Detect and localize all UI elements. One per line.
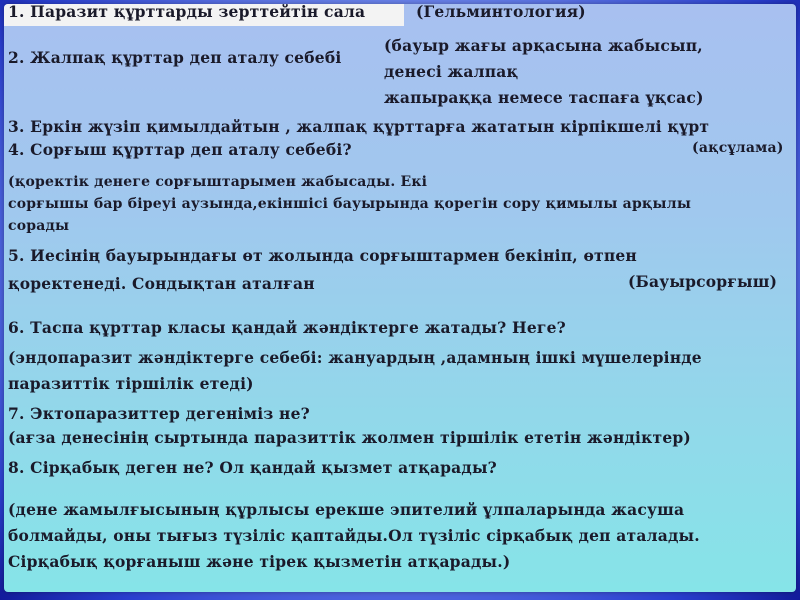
answer-8-line-3: Сірқабық қорғаныш және тірек қызметін атқарады.) — [8, 552, 511, 571]
question-5-line-1: 5. Иесінің бауырындағы өт жолында сорғыштармен бекініп, өтпен — [8, 246, 637, 265]
answer-6-line-1: (эндопаразит жәндіктерге себебі: жануардың ,адамның ішкі мүшелерінде — [8, 348, 702, 367]
question-6: 6. Таспа құрттар класы қандай жәндіктерге жатады? Неге? — [8, 318, 566, 337]
question-7: 7. Эктопаразиттер дегеніміз не? — [8, 404, 310, 423]
answer-3: (ақсұлама) — [692, 140, 784, 156]
answer-7: (ағза денесінің сыртында паразиттік жолмен тіршілік ететін жәндіктер) — [8, 428, 691, 447]
answer-2-line-2: денесі жалпақ — [384, 62, 519, 81]
answer-1: (Гельминтология) — [416, 4, 586, 21]
answer-8-line-2: болмайды, оны тығыз түзіліс қаптайды.Ол түзіліс сірқабық деп аталады. — [8, 526, 700, 545]
answer-2-line-3: жапыраққа немесе таспаға ұқсас) — [384, 88, 704, 107]
answer-2-line-1: (бауыр жағы арқасына жабысып, — [384, 36, 703, 55]
answer-6-line-2: паразиттік тіршілік етеді) — [8, 374, 254, 393]
question-5-line-2: қоректенеді. Сондықтан аталған — [8, 274, 315, 293]
question-2: 2. Жалпақ құрттар деп аталу себебі — [8, 48, 342, 67]
answer-8-line-1: (дене жамылғысының құрлысы ерекше эпителий ұлпаларында жасуша — [8, 500, 685, 519]
slide — [4, 4, 796, 592]
question-1: 1. Паразит құрттарды зерттейтін сала — [8, 4, 366, 21]
question-3: 3. Еркін жүзіп қимылдайтын , жалпақ құрттарға жататын кірпікшелі құрт — [8, 117, 710, 136]
question-8: 8. Сірқабық деген не? Ол қандай қызмет атқарады? — [8, 458, 497, 477]
answer-4-line-2: сорғышы бар біреуі аузында,екіншісі бауырында қорегін сору қимылы арқылы — [8, 196, 692, 212]
question-4: 4. Сорғыш құрттар деп аталу себебі? — [8, 140, 352, 159]
answer-4-line-3: сорады — [8, 218, 70, 234]
answer-5: (Бауырсорғыш) — [628, 272, 778, 291]
answer-4-line-1: (қоректік денеге сорғыштарымен жабысады. Екі — [8, 174, 428, 190]
